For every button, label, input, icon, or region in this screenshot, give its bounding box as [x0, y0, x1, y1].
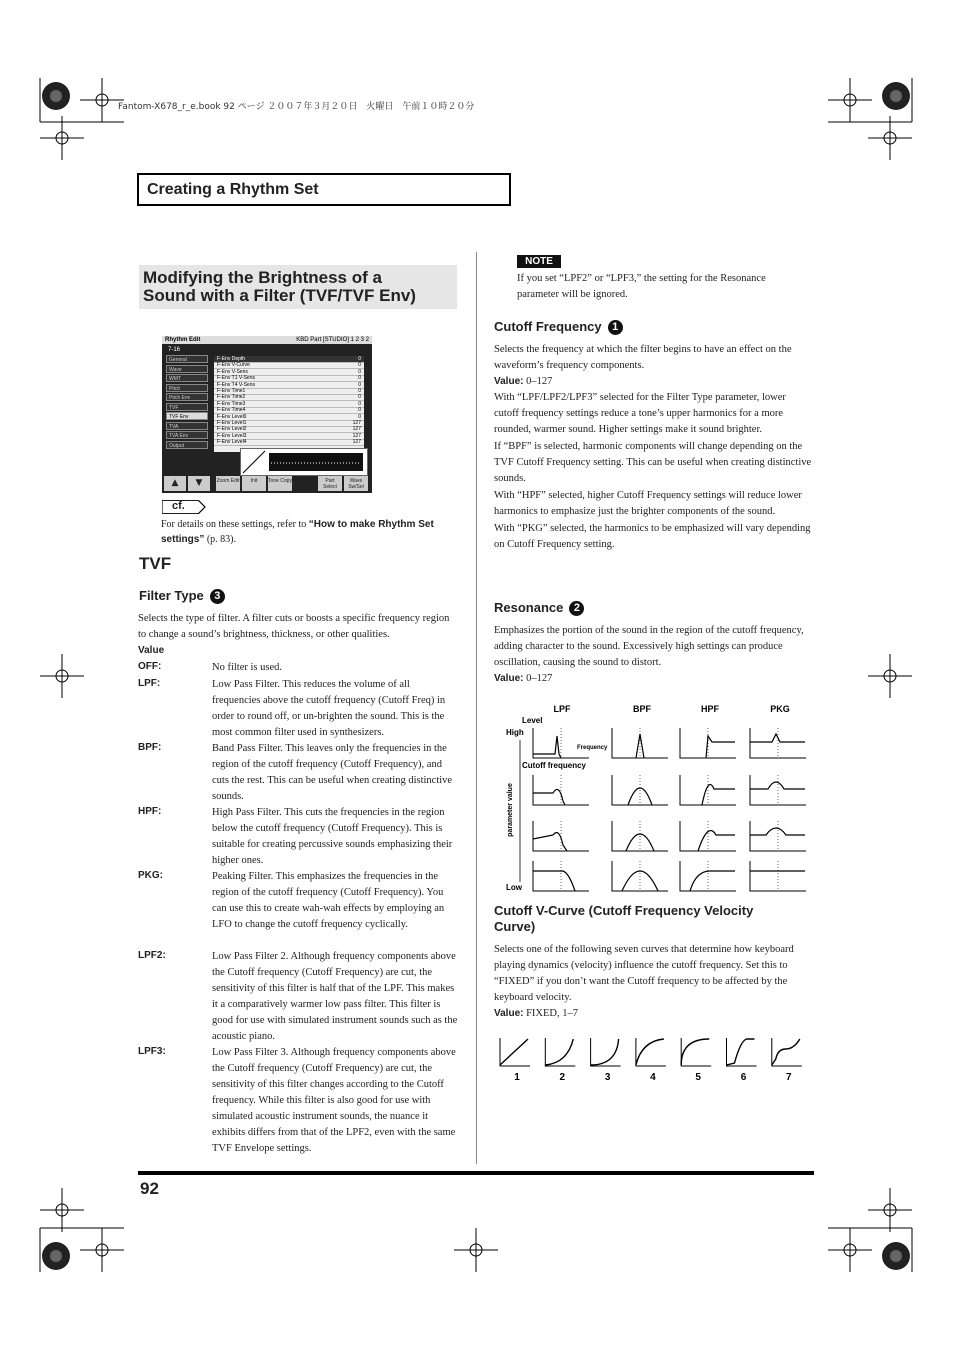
screen-param-value: 0: [358, 388, 361, 394]
filter-type-term: PKG:: [138, 870, 163, 881]
filter-curve: [698, 831, 735, 851]
filter-type-definition: High Pass Filter. This cuts the frequencies in the region below the cutoff frequency (Cutoff Frequency). This is suitable for creating percussive sounds emphasizing their higher ones.: [212, 807, 453, 866]
note-text: If you set “LPF2” or “LPF3,” the setting for the Resonance parameter will be ignored.: [517, 273, 766, 300]
filter-type-term: LPF:: [138, 678, 161, 689]
screen-tab-list: [166, 355, 210, 453]
cutoff-paras: [494, 390, 812, 554]
screen-key: 7-16: [168, 347, 181, 353]
screen-param-value: 0: [358, 394, 361, 401]
rhythm-edit-screen: [162, 336, 372, 493]
filter-curve: [750, 828, 805, 835]
vcurve-number: 5: [695, 1072, 701, 1083]
screen-param-name: F-Env Level2: [217, 426, 247, 433]
arrow-down-icon[interactable]: ▼: [188, 476, 210, 491]
screen-tab[interactable]: General: [166, 355, 208, 363]
screen-header-right: KBD Part [STUDIO] 1 2 3 2: [296, 337, 369, 343]
filter-type-definition: Low Pass Filter 2. Although frequency components above the Cutoff frequency (Cutoff Frequency) are cut, the sensitivity of this filter is half that of the LPF. This makes it a comparatively warmer low pass filter. This filter is good for use with simulated instrument sounds such as the acoustic piano.: [212, 951, 458, 1042]
vcurve-line: [681, 1039, 709, 1065]
section-title-text: Modifying the Brightness of a Sound with a Filter (TVF/TVF Env): [143, 268, 416, 305]
filter-type-definition: Low Pass Filter 3. Although frequency components above the Cutoff frequency (Cutoff Frequency) are cut, the sensitivity of this filter changes according to the Cutoff frequency. While this filter is also good for use with simulated acoustic instrument sounds, the nuance it exhibits differs from that of the LPF2, even with the same TVF Envelope settings.: [212, 1047, 456, 1154]
level-label: Level: [522, 716, 543, 725]
filter-curve: [533, 833, 567, 851]
screen-button[interactable]: Part Select: [318, 476, 342, 491]
screen-title-bar: [162, 336, 372, 344]
screen-tab[interactable]: Wave: [166, 365, 208, 373]
filter-column-label: PKG: [770, 704, 790, 714]
filter-type-desc: Selects the type of filter. A filter cuts or boosts a specific frequency region to change a sound’s brightness, thickness, or other qualities.: [138, 613, 450, 640]
vcurve-number: 4: [650, 1072, 656, 1083]
filter-curve: [750, 734, 805, 742]
screen-param-value: 0: [358, 381, 361, 388]
screen-param-name: F-Env V-Curve: [217, 362, 250, 369]
column-divider: [476, 252, 477, 1164]
low-label: Low: [506, 883, 522, 892]
screen-param-name: F-Env Level3: [217, 432, 247, 439]
resonance-value: Value: 0–127: [494, 673, 553, 684]
vcurve-line: [727, 1039, 755, 1065]
resonance-heading: Resonance 2: [494, 600, 584, 616]
vcurve-desc: Selects one of the following seven curves that determine how keyboard playing dynamics (velocity) influence the cutoff frequency. Set this to “FIXED” if you don’t want the Cutoff frequency to be affected by the keyboard velocity.: [494, 944, 794, 1003]
cutoff-frequency-label: Cutoff frequency: [522, 761, 586, 770]
file-info: Fantom-X678_r_e.book 92 ページ ２００７年３月２０日 火曜日 午前１０時２０分: [118, 102, 475, 112]
high-label: High: [506, 728, 524, 737]
filter-type-number: 3: [210, 589, 225, 604]
filter-curve: [750, 782, 805, 789]
screen-param-value: 0: [358, 362, 361, 369]
resonance-desc: Emphasizes the portion of the sound in the region of the cutoff frequency, adding character to the sound. Excessively high settings can produce oscillation, causing the sound to distort.: [494, 625, 804, 668]
frequency-label: Frequency: [577, 745, 608, 751]
screen-param-row[interactable]: [214, 439, 364, 446]
chapter-header: [137, 173, 511, 206]
screen-param-value: 0: [358, 368, 361, 375]
footer-rule: [138, 1171, 814, 1175]
filter-type-value-label: Value: [138, 645, 165, 656]
vcurve-axes: [545, 1038, 575, 1066]
tvf-heading: TVF: [139, 554, 172, 573]
vcurve-line: [591, 1039, 619, 1065]
filter-curve: [533, 736, 561, 758]
filter-diagram: [500, 700, 820, 900]
section-title: [139, 265, 457, 309]
screen-param-value: 0: [358, 375, 361, 382]
screen-param-name: F-Env T4 V-Sens: [217, 381, 255, 388]
vcurve-value: Value: FIXED, 1–7: [494, 1008, 579, 1019]
cutoff-value: Value: 0–127: [494, 376, 553, 387]
screen-param-name: F-Env Time1: [217, 388, 246, 394]
screen-button[interactable]: Init: [242, 476, 266, 491]
cf-text: For details on these settings, refer to “How to make Rhythm Set settings” (p. 83).: [161, 519, 434, 545]
screen-param-value: 127: [352, 420, 361, 426]
screen-param-list: [214, 356, 364, 452]
screen-param-name: F-Env Time2: [217, 394, 246, 401]
screen-param-name: F-Env Time3: [217, 400, 246, 407]
screen-param-value: 0: [358, 413, 361, 420]
screen-param-value: 127: [352, 426, 361, 433]
vcurve-axes: [727, 1038, 757, 1066]
screen-param-value: 0: [358, 400, 361, 407]
filter-type-term: HPF:: [138, 806, 162, 817]
screen-param-name: F-Env T1 V-Sens: [217, 375, 255, 382]
filter-column-label: LPF: [553, 704, 571, 714]
screen-title: Rhythm Edit: [165, 337, 201, 343]
filter-curve: [533, 789, 565, 805]
cutoff-paragraph: If “BPF” is selected, harmonic components will change depending on the TVF Cutoff Frequency setting. This can be useful when creating distinctive sounds.: [494, 441, 812, 484]
screen-param-name: F-Env Depth: [217, 356, 246, 362]
screen-tab[interactable]: Pitch Env: [166, 393, 208, 401]
filter-curve: [702, 785, 735, 805]
filter-type-term: LPF2:: [138, 950, 166, 961]
chapter-header-title: Creating a Rhythm Set: [147, 181, 319, 198]
vcurve-number: 6: [740, 1072, 747, 1083]
vcurve-line: [500, 1039, 528, 1065]
screen-button-row: [164, 476, 370, 492]
screen-tab[interactable]: TVA Env: [166, 431, 208, 439]
filter-curve: [690, 871, 735, 891]
filter-type-term: BPF:: [138, 742, 162, 753]
screen-tab[interactable]: Output: [166, 441, 208, 449]
screen-param-value: 127: [352, 432, 361, 439]
screen-param-name: F-Env Level0: [217, 413, 247, 420]
screen-button[interactable]: Zoom Edit: [216, 476, 240, 491]
vcurve-line: [636, 1039, 664, 1065]
screen-param-name: F-Env Level4: [217, 439, 247, 446]
vcurve-diagram: [496, 1034, 816, 1084]
vcurve-heading: Cutoff V-Curve (Cutoff Frequency Velocity Curve): [494, 903, 754, 934]
cutoff-paragraph: With “HPF” selected, higher Cutoff Frequency settings will reduce lower harmonics to emphasize just the brighter components of the sound.: [494, 490, 802, 517]
filter-type-definition: No filter is used.: [212, 662, 282, 673]
vcurve-number: 1: [514, 1072, 520, 1083]
screen-param-name: F-Env V-Sens: [217, 368, 248, 375]
screen-env-graph: [240, 448, 368, 476]
screen-tab[interactable]: TVF: [166, 403, 208, 411]
screen-tab[interactable]: TVF Env: [166, 412, 208, 420]
screen-param-value: 0: [358, 407, 361, 414]
cutoff-paragraph: With “PKG” selected, the harmonics to be emphasized will vary depending on Cutoff Frequency setting.: [494, 523, 811, 550]
screen-button[interactable]: Tone Copy: [268, 476, 292, 491]
vcurve-line: [772, 1039, 800, 1065]
screen-param-value: 127: [352, 439, 361, 446]
parameter-value-label: parameter value: [507, 783, 514, 837]
page-number: 92: [140, 1179, 159, 1198]
screen-tab[interactable]: Pitch: [166, 384, 208, 392]
filter-type-term: LPF3:: [138, 1046, 166, 1057]
screen-tab[interactable]: TVA: [166, 422, 208, 430]
note-badge: NOTE: [517, 255, 561, 268]
screen-tab[interactable]: WMT: [166, 374, 208, 382]
vcurve-number: 2: [559, 1072, 566, 1083]
filter-curve: [706, 736, 735, 758]
filter-type-definition: Low Pass Filter. This reduces the volume of all frequencies above the cutoff frequency (Cutoff Freq) in order to round off, or un-brighten the sound. This is the most common filter used in synthesizers.: [212, 679, 446, 738]
cutoff-number: 1: [608, 320, 623, 335]
cf-link[interactable]: “How to make Rhythm Set settings”: [161, 519, 434, 545]
cutoff-paragraph: With “LPF/LPF2/LPF3” selected for the Filter Type parameter, lower cutoff frequency settings reduce a tone’s upper harmonics for a more rounded, warmer sound. Higher settings make it sound brighter.: [494, 392, 786, 435]
screen-param-value: 0: [358, 356, 361, 362]
screen-button[interactable]: Wave Sw/Sel: [344, 476, 368, 491]
filter-type-definition: Peaking Filter. This emphasizes the frequencies in the region of the cutoff frequency (Cutoff Frequency). You can use this to create wah-wah effects by employing an LFO to change the cutoff frequency cyclically.: [212, 871, 445, 930]
cutoff-desc: Selects the frequency at which the filter begins to have an effect on the waveform’s frequency components.: [494, 344, 792, 371]
filter-type-definition: Band Pass Filter. This leaves only the frequencies in the region of the cutoff frequency (Cutoff Frequency), and cuts the rest. This can be useful when creating distinctive sounds.: [212, 743, 453, 802]
resonance-number: 2: [569, 601, 584, 616]
filter-column-label: HPF: [701, 704, 719, 714]
vcurve-number: 7: [786, 1072, 792, 1083]
filter-curve: [533, 871, 575, 891]
screen-param-name: F-Env Time4: [217, 407, 246, 414]
vcurve-number: 3: [604, 1072, 611, 1083]
filter-type-term: OFF:: [138, 661, 162, 672]
cutoff-heading: Cutoff Frequency 1: [494, 319, 623, 335]
screen-param-name: F-Env Level1: [217, 420, 247, 426]
filter-type-heading: Filter Type 3: [139, 588, 225, 604]
arrow-up-icon[interactable]: ▲: [164, 476, 186, 491]
cf-label: cf.: [172, 500, 185, 512]
filter-column-label: BPF: [633, 704, 651, 714]
vcurve-axes: [681, 1038, 711, 1066]
vcurve-line: [545, 1039, 573, 1065]
